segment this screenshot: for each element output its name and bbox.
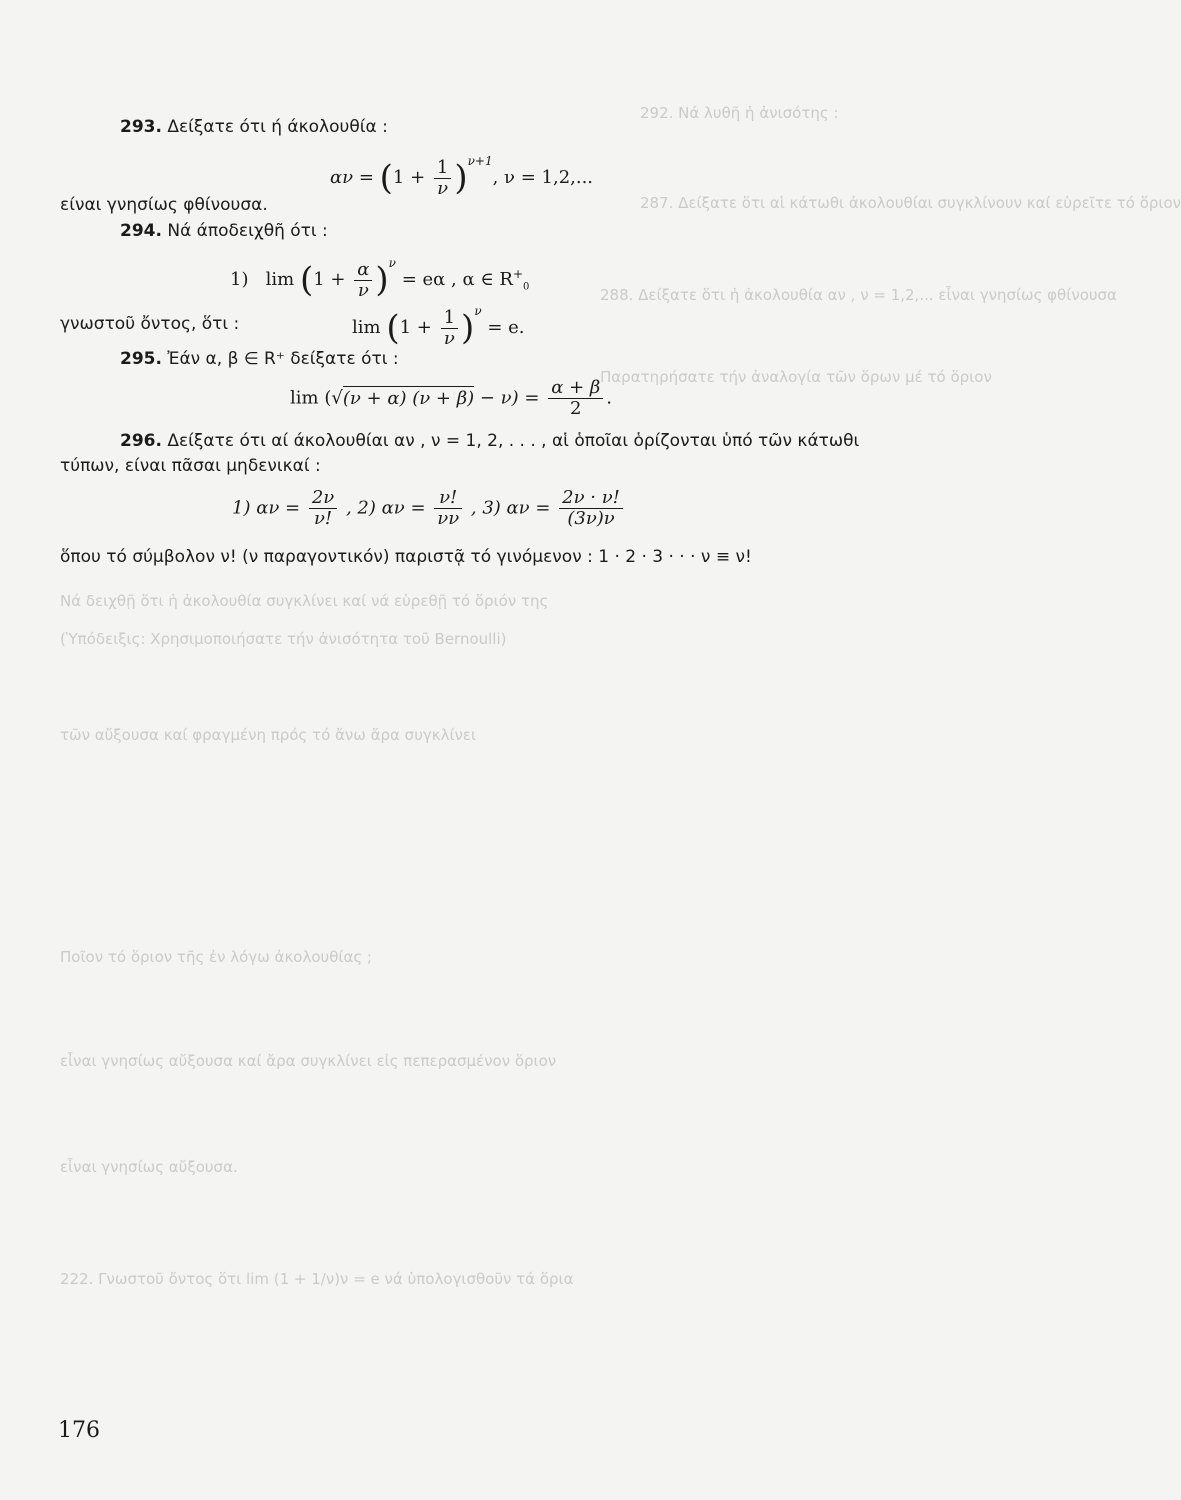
fraction bbox=[434, 488, 462, 529]
formula-296 bbox=[232, 488, 626, 536]
lim: lim bbox=[265, 269, 295, 290]
bleed-text: 288. Δείξατε ὅτι ἡ ἀκολουθία αν , ν = 1,2,... εἶναι γνησίως φθίνουσα bbox=[600, 286, 1117, 304]
problem-statement: Νά άποδειχθῆ ότι : bbox=[167, 221, 328, 241]
problem-number: 296. bbox=[120, 431, 162, 451]
numerator: α bbox=[354, 260, 372, 281]
item-label: 1) bbox=[230, 269, 249, 290]
numerator: 2ν bbox=[309, 488, 337, 509]
fraction bbox=[354, 260, 372, 301]
one-plus: 1 + bbox=[313, 269, 346, 290]
paren-close: ) bbox=[454, 158, 468, 198]
denominator: ν bbox=[437, 177, 449, 199]
paren-open: ( bbox=[299, 260, 314, 300]
problem-293-header bbox=[120, 116, 388, 138]
numerator: α + β bbox=[548, 378, 603, 399]
denominator: 2 bbox=[570, 398, 582, 419]
problem-statement: Δείξατε ότι ή άκολουθία : bbox=[167, 117, 388, 137]
problem-number: 295. bbox=[120, 349, 162, 369]
fraction bbox=[434, 158, 451, 199]
problem-number: 293. bbox=[120, 117, 162, 137]
exponent: ν bbox=[388, 256, 396, 270]
superscript: + bbox=[512, 267, 524, 281]
bleed-text: 287. Δείξατε ὅτι αἱ κάτωθι ἀκολουθίαι συγκλίνουν καί εὑρεῖτε τό ὅριον bbox=[640, 194, 1181, 212]
problem-number: 294. bbox=[120, 221, 162, 241]
bleed-text: 292. Νά λυθῆ ἡ ἀνισότης : bbox=[640, 104, 839, 122]
formula-293 bbox=[330, 150, 594, 199]
problem-statement: Δείξατε ότι αί άκολουθίαι αν , ν = 1, 2, . . . , αἱ ὁποῖαι ὁρίζονται ὑπό τῶν κάτωθι bbox=[167, 431, 860, 451]
numerator: 1 bbox=[434, 158, 451, 179]
result: = eα , α ∈ R bbox=[401, 269, 513, 290]
bleed-text: Παρατηρήσατε τήν ἀναλογία τῶν ὅρων μέ τό ὅριον bbox=[600, 368, 992, 386]
formula-label: , 2) αν = bbox=[345, 497, 426, 519]
fraction bbox=[309, 488, 337, 529]
bleed-text: εἶναι γνησίως αὔξουσα. bbox=[60, 1158, 238, 1176]
denominator: ν bbox=[443, 327, 455, 349]
range: , ν = 1,2,... bbox=[492, 167, 594, 188]
subscript: 0 bbox=[523, 281, 530, 293]
numerator: 2ν · ν! bbox=[559, 488, 623, 509]
problem-294-header bbox=[120, 220, 328, 242]
numerator: ν! bbox=[434, 488, 462, 509]
paren-close: ) bbox=[461, 308, 475, 348]
numerator: 1 bbox=[441, 308, 458, 329]
exponent: ν bbox=[474, 304, 482, 318]
bleed-text: 222. Γνωστοῦ ὄντος ὅτι lim (1 + 1/ν)ν = e νά ὑπολογισθοῦν τά ὅρια bbox=[60, 1270, 574, 1288]
page-number: 176 bbox=[58, 1418, 100, 1443]
problem-293-conclusion: είναι γνησίως φθίνουσα. bbox=[60, 195, 268, 215]
exponent: ν+1 bbox=[467, 154, 493, 168]
denominator: ν! bbox=[313, 508, 333, 529]
denominator: (3ν)ν bbox=[567, 508, 615, 529]
formula-lhs: αν = bbox=[330, 167, 374, 188]
paren-open: ( bbox=[379, 158, 393, 198]
bleed-text: Ποῖον τό ὅριον τῆς ἐν λόγω ἀκολουθίας ; bbox=[60, 948, 372, 966]
minus-nu: − ν) = bbox=[479, 387, 540, 409]
fraction bbox=[559, 488, 623, 529]
denominator: νν bbox=[437, 508, 460, 529]
denominator: ν bbox=[357, 279, 369, 301]
formula-label: , 3) αν = bbox=[470, 497, 551, 519]
lim: lim bbox=[352, 317, 381, 338]
period: . bbox=[606, 387, 613, 409]
bleed-text: τῶν αὔξουσα καί φραγμένη πρός τό ἄνω ἄρα συγκλίνει bbox=[60, 726, 477, 744]
fraction bbox=[548, 378, 603, 419]
known-text: γνωστοῦ ὄντος, ὅτι : bbox=[60, 314, 240, 334]
one-plus: 1 + bbox=[392, 167, 426, 188]
fraction bbox=[441, 308, 458, 349]
formula-label: 1) αν = bbox=[232, 497, 301, 519]
problem-statement: Ἐάν α, β ∈ R⁺ δείξατε ότι : bbox=[167, 349, 399, 369]
problem-296-header bbox=[120, 430, 859, 452]
formula-294-2 bbox=[352, 300, 525, 349]
factorial-note: ὅπου τό σύμβολον ν! (ν παραγοντικόν) παριστᾷ τό γινόμενον : 1 · 2 · 3 · · · ν ≡ ν! bbox=[60, 547, 752, 567]
bleed-text: Νά δειχθῇ ὅτι ἡ ἀκολουθία συγκλίνει καί νά εὑρεθῇ τό ὅριόν της bbox=[60, 592, 549, 610]
sqrt-sign: √ bbox=[331, 387, 343, 409]
lim: lim bbox=[290, 387, 319, 409]
one-plus: 1 + bbox=[399, 317, 432, 338]
paren-close: ) bbox=[375, 260, 389, 300]
radicand: (ν + α) (ν + β) bbox=[342, 387, 475, 409]
result: = e. bbox=[487, 317, 525, 338]
formula-295: lim (√(ν + α) (ν + β) − ν) = $\frac{\alpha + \beta}{2}$ . bbox=[290, 377, 613, 419]
problem-295-header bbox=[120, 348, 399, 370]
formula-294-1 bbox=[230, 252, 530, 301]
bleed-text: εἶναι γνησίως αὔξουσα καί ἄρα συγκλίνει εἰς πεπερασμένον ὅριον bbox=[60, 1052, 557, 1070]
problem-296-statement-cont: τύπων, είναι πᾶσαι μηδενικαί : bbox=[60, 456, 321, 476]
paren-open: ( bbox=[386, 308, 400, 348]
bleed-text: (Ὑπόδειξις: Χρησιμοποιήσατε τήν ἀνισότητα τοῦ Bernoulli) bbox=[60, 630, 507, 648]
